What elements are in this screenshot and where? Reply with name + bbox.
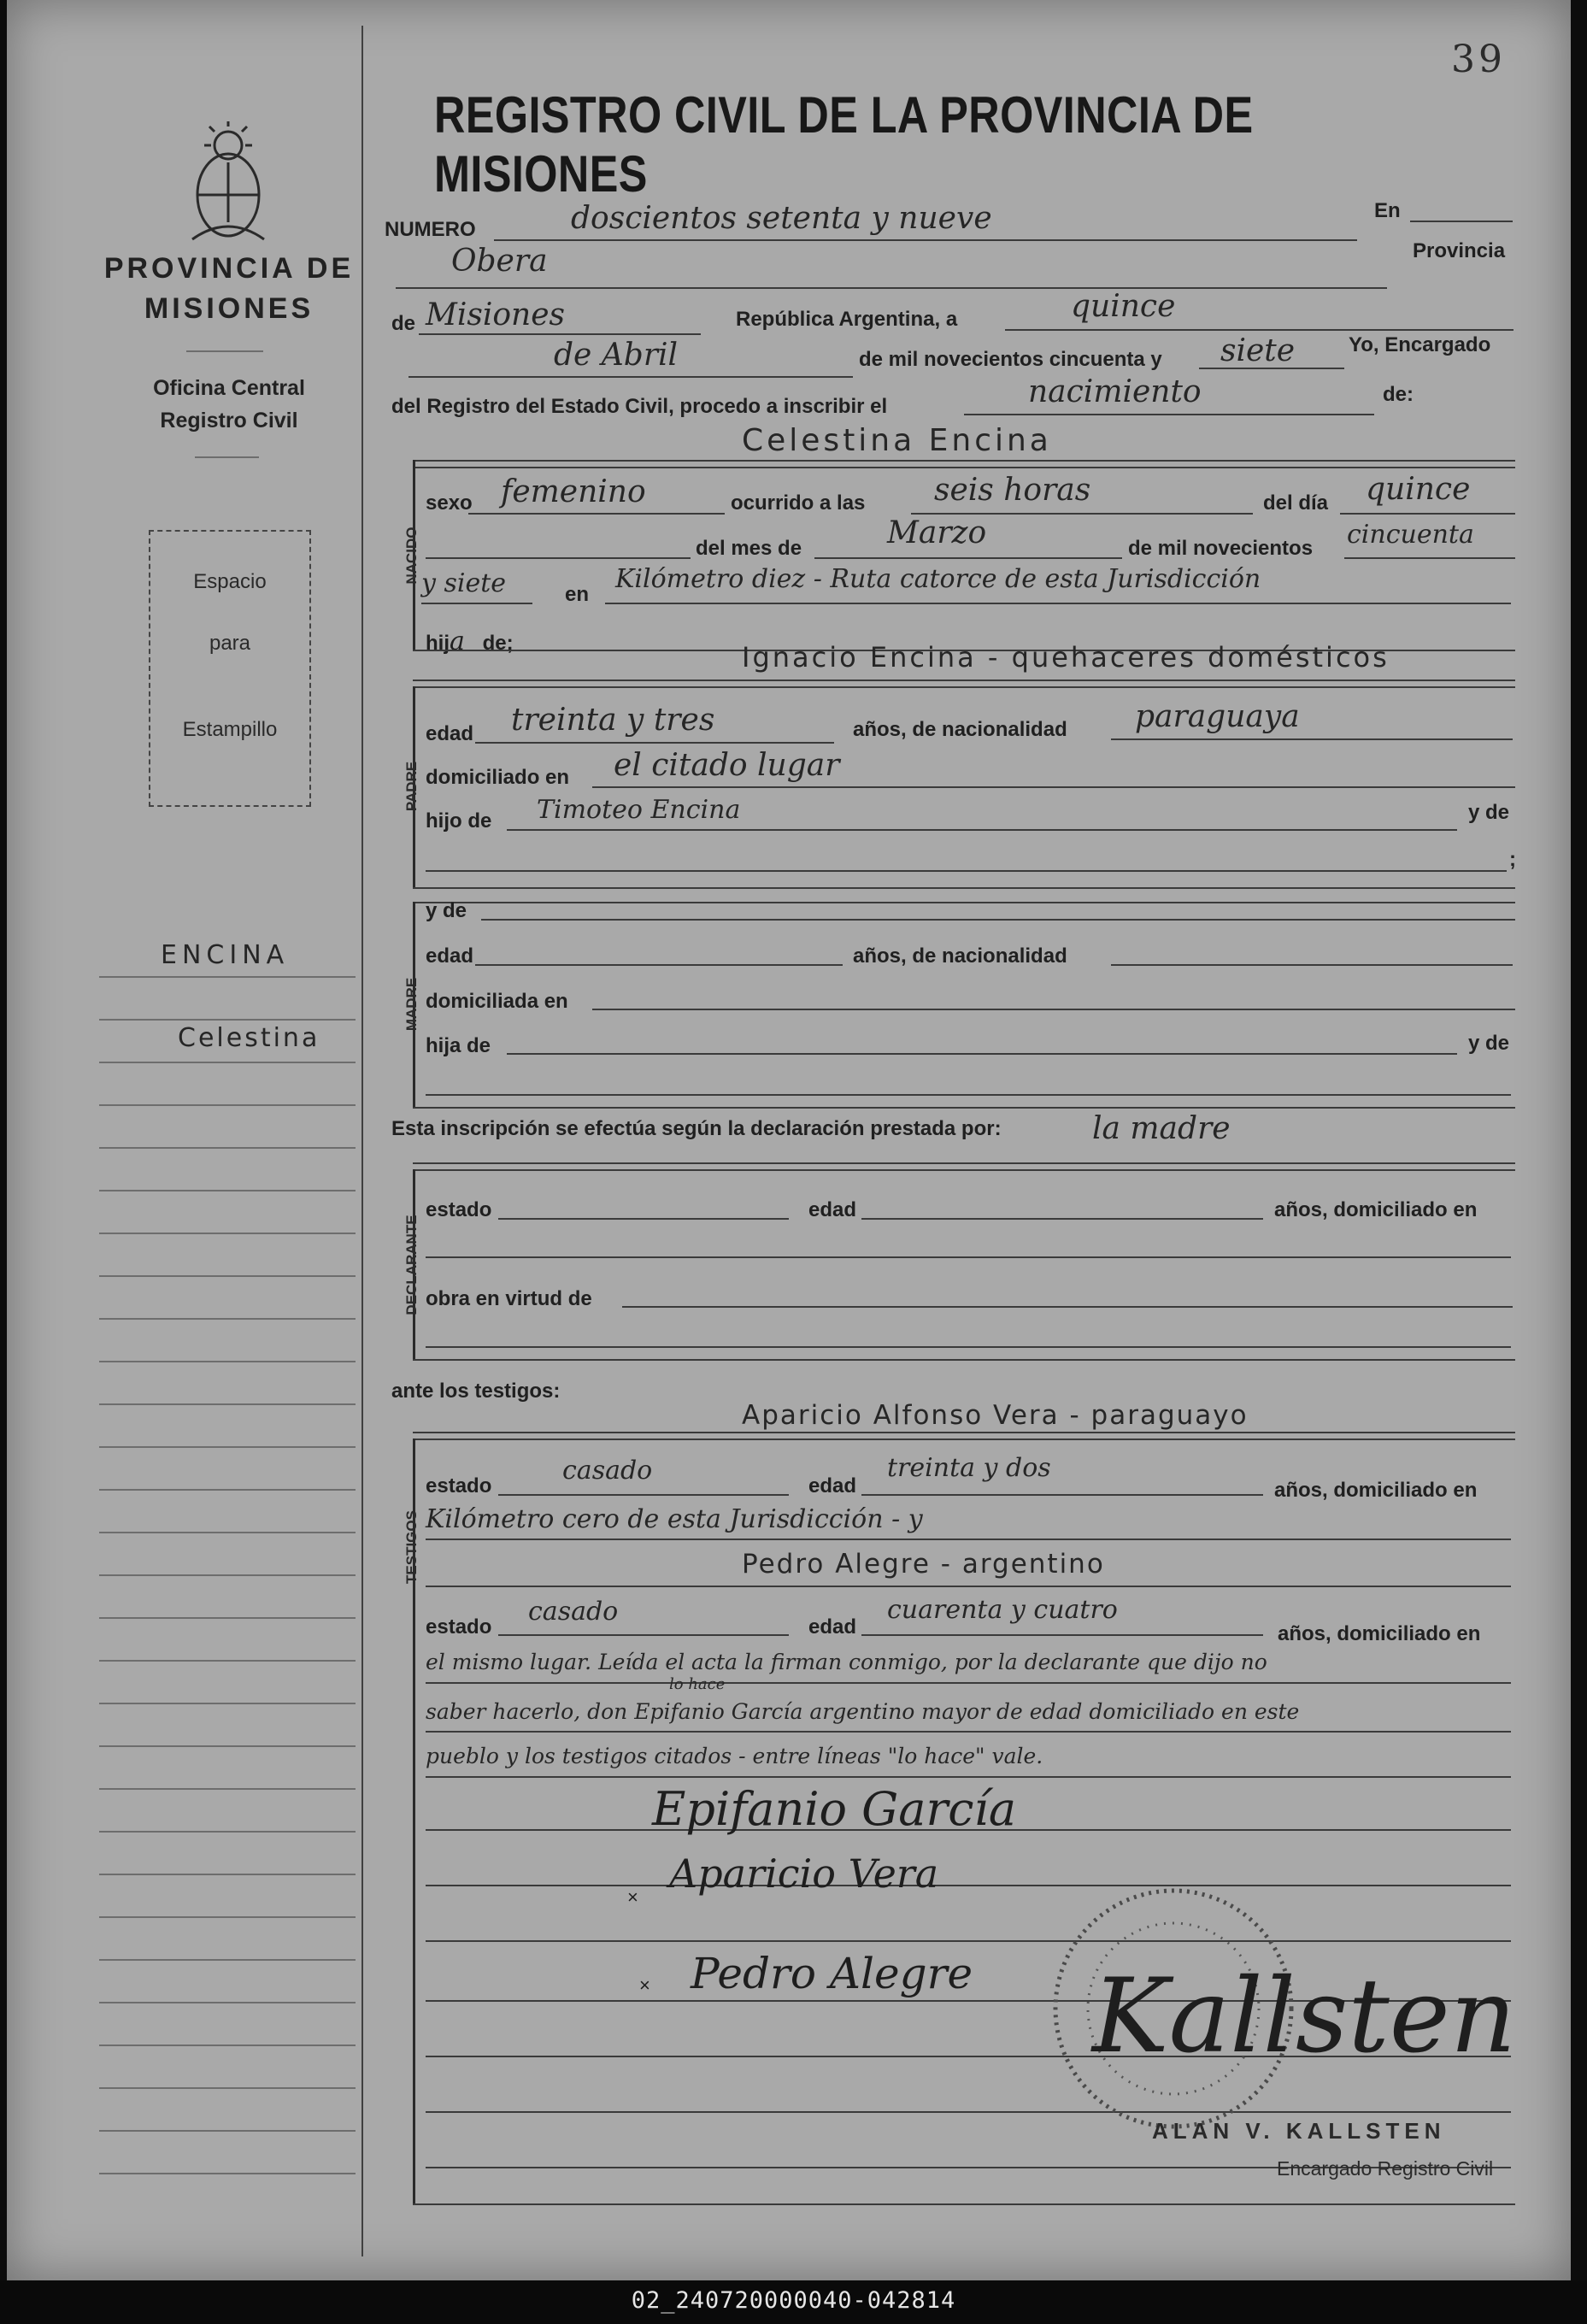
sexo-value: femenino: [501, 474, 646, 509]
nacido-section-label: NACIDO: [403, 527, 420, 585]
del-dia-label: del día: [1263, 491, 1329, 515]
stamp-area-label: Estampillo: [182, 718, 278, 741]
sidebar-province-line2: MISIONES: [144, 292, 314, 325]
provincia-label: Provincia: [1413, 239, 1506, 262]
ocurrido-label: ocurrido a las: [731, 491, 866, 515]
testigo2-name: Pedro Alegre - argentino: [742, 1549, 1105, 1580]
testigo1-name: Aparicio Alfonso Vera - paraguayo: [742, 1400, 1249, 1431]
dia-value: quince: [1366, 472, 1471, 507]
sexo-label: sexo: [426, 491, 473, 515]
padre-anios-label: años, de nacionalidad: [853, 718, 1067, 741]
testigos-label: ante los testigos:: [391, 1380, 561, 1403]
testigo2-edad-value: cuarenta y cuatro: [887, 1595, 1118, 1625]
sidebar-given-name: Celestina: [178, 1023, 320, 1053]
divider: [186, 350, 263, 352]
sidebar-office-line2: Registro Civil: [160, 409, 298, 432]
declarante-estado-label: estado: [426, 1198, 492, 1221]
registrar-name: ALAN V. KALLSTEN: [1152, 2118, 1446, 2144]
testigo1-anios-label: años, domiciliado en: [1274, 1479, 1478, 1502]
padre-semicolon: ;: [1509, 848, 1516, 871]
padre-section-label: PADRE: [403, 761, 420, 812]
padre-domicilio-value: el citado lugar: [614, 748, 840, 783]
province-value: Misiones: [426, 297, 566, 332]
interlineal-note: lo hace: [669, 1675, 726, 1693]
testigo2-anios-label: años, domiciliado en: [1278, 1622, 1481, 1645]
mil-novecientos-label: de mil novecientos: [1128, 537, 1314, 560]
declarante-anios-label: años, domiciliado en: [1274, 1198, 1478, 1221]
declarante-section-label: DECLARANTE: [403, 1215, 420, 1315]
note-line-2: saber hacerlo, don Epifanio García argentino mayor de edad domiciliado en este: [426, 1699, 1300, 1724]
padre-domicilio-label: domiciliado en: [426, 766, 570, 789]
numero-label: NUMERO: [385, 218, 476, 241]
en-label: En: [1374, 199, 1401, 222]
page-number: 39: [1451, 38, 1506, 81]
padre-nacionalidad-value: paraguaya: [1135, 699, 1300, 734]
padre-y-de-label: y de: [1468, 801, 1510, 824]
madre-edad-label: edad: [426, 944, 474, 968]
anio-value-1: cincuenta: [1347, 520, 1474, 550]
document-page: [7, 0, 1571, 2280]
hija-label: hija de;: [426, 627, 514, 656]
signature-registrar: Kallsten: [1092, 1957, 1517, 2076]
divider: [195, 456, 259, 458]
padre-edad-label: edad: [426, 722, 474, 745]
x-mark-icon: ×: [639, 1974, 650, 1996]
margin-divider: [361, 26, 363, 2256]
madre-hija-label: hija de: [426, 1034, 491, 1057]
sidebar-office-line1: Oficina Central: [153, 376, 305, 400]
coat-of-arms-emblem: [180, 120, 276, 248]
registro-label: del Registro del Estado Civil, procedo a inscribir el: [391, 395, 888, 418]
document-title: REGISTRO CIVIL DE LA PROVINCIA DE MISIONES: [434, 86, 1254, 203]
testigo2-domicilio-value: el mismo lugar. Leída el acta la firman conmigo, por la declarante que dijo no: [426, 1650, 1267, 1674]
hija-suffix: a: [450, 627, 465, 656]
testigo1-edad-label: edad: [808, 1474, 857, 1497]
scan-filename-caption: 02_240720000040-042814: [631, 2287, 956, 2314]
republica-label: República Argentina, a: [736, 308, 958, 331]
signature-informant: Epifanio García: [652, 1782, 1017, 1836]
x-mark-icon: ×: [627, 1886, 638, 1908]
hora-value: seis horas: [934, 473, 1091, 508]
padre-edad-value: treinta y tres: [511, 703, 715, 738]
padre-hijo-value: Timoteo Encina: [537, 795, 741, 825]
yo-encargado-label: Yo, Encargado: [1349, 333, 1491, 356]
testigo1-estado-value: casado: [562, 1456, 653, 1486]
testigo1-domicilio-value: Kilómetro cero de esta Jurisdicción - y: [426, 1504, 923, 1534]
padre-name: Ignacio Encina - quehaceres domésticos: [742, 641, 1390, 674]
padre-hijo-label: hijo de: [426, 809, 492, 833]
declaracion-value: la madre: [1092, 1111, 1231, 1146]
declarante-obra-label: obra en virtud de: [426, 1287, 592, 1310]
declarante-edad-label: edad: [808, 1198, 857, 1221]
testigos-section-label: TESTIGOS: [403, 1510, 420, 1584]
madre-domicilio-label: domiciliada en: [426, 990, 568, 1013]
signature-witness-1: Aparicio Vera: [669, 1850, 939, 1897]
act-type-value: nacimiento: [1028, 374, 1202, 409]
year-label: de mil novecientos cincuenta y: [859, 348, 1162, 371]
testigo2-estado-label: estado: [426, 1615, 492, 1639]
madre-anios-label: años, de nacionalidad: [853, 944, 1067, 968]
en-label: en: [565, 583, 590, 606]
year-value: siete: [1220, 333, 1296, 368]
stamp-area-label: Espacio: [193, 570, 267, 593]
sidebar-surname: ENCINA: [161, 940, 290, 970]
madre-y-de-label: y de: [426, 899, 467, 922]
nacido-name: Celestina Encina: [742, 423, 1052, 458]
madre-y-de2-label: y de: [1468, 1032, 1510, 1055]
numero-value: doscientos setenta y nueve: [571, 201, 992, 236]
de-colon-label: de:: [1383, 383, 1414, 406]
lugar-value: Kilómetro diez - Ruta catorce de esta Jurisdicción: [615, 564, 1261, 594]
testigo2-estado-value: casado: [528, 1597, 619, 1627]
madre-section-label: MADRE: [403, 977, 420, 1032]
sidebar-province-line1: PROVINCIA DE: [103, 252, 355, 285]
del-mes-label: del mes de: [696, 537, 802, 560]
mes-value: Marzo: [887, 515, 987, 550]
testigo2-edad-label: edad: [808, 1615, 857, 1639]
signature-witness-2: Pedro Alegre: [691, 1949, 973, 1998]
declaracion-label: Esta inscripción se efectúa según la declaración prestada por:: [391, 1117, 1002, 1140]
place-value: Obera: [451, 244, 548, 279]
registrar-title: Encargado Registro Civil: [1277, 2157, 1494, 2180]
anio-value-2: y siete: [421, 568, 507, 598]
month-value: de Abril: [554, 338, 679, 373]
note-line-3: pueblo y los testigos citados - entre líneas "lo hace" vale.: [426, 1744, 1043, 1768]
testigo1-estado-label: estado: [426, 1474, 492, 1497]
stamp-area-box: [149, 530, 311, 807]
testigo1-edad-value: treinta y dos: [887, 1453, 1051, 1483]
stamp-area-label: para: [209, 632, 251, 655]
day-value: quince: [1071, 289, 1176, 324]
de-label: de: [391, 312, 416, 335]
